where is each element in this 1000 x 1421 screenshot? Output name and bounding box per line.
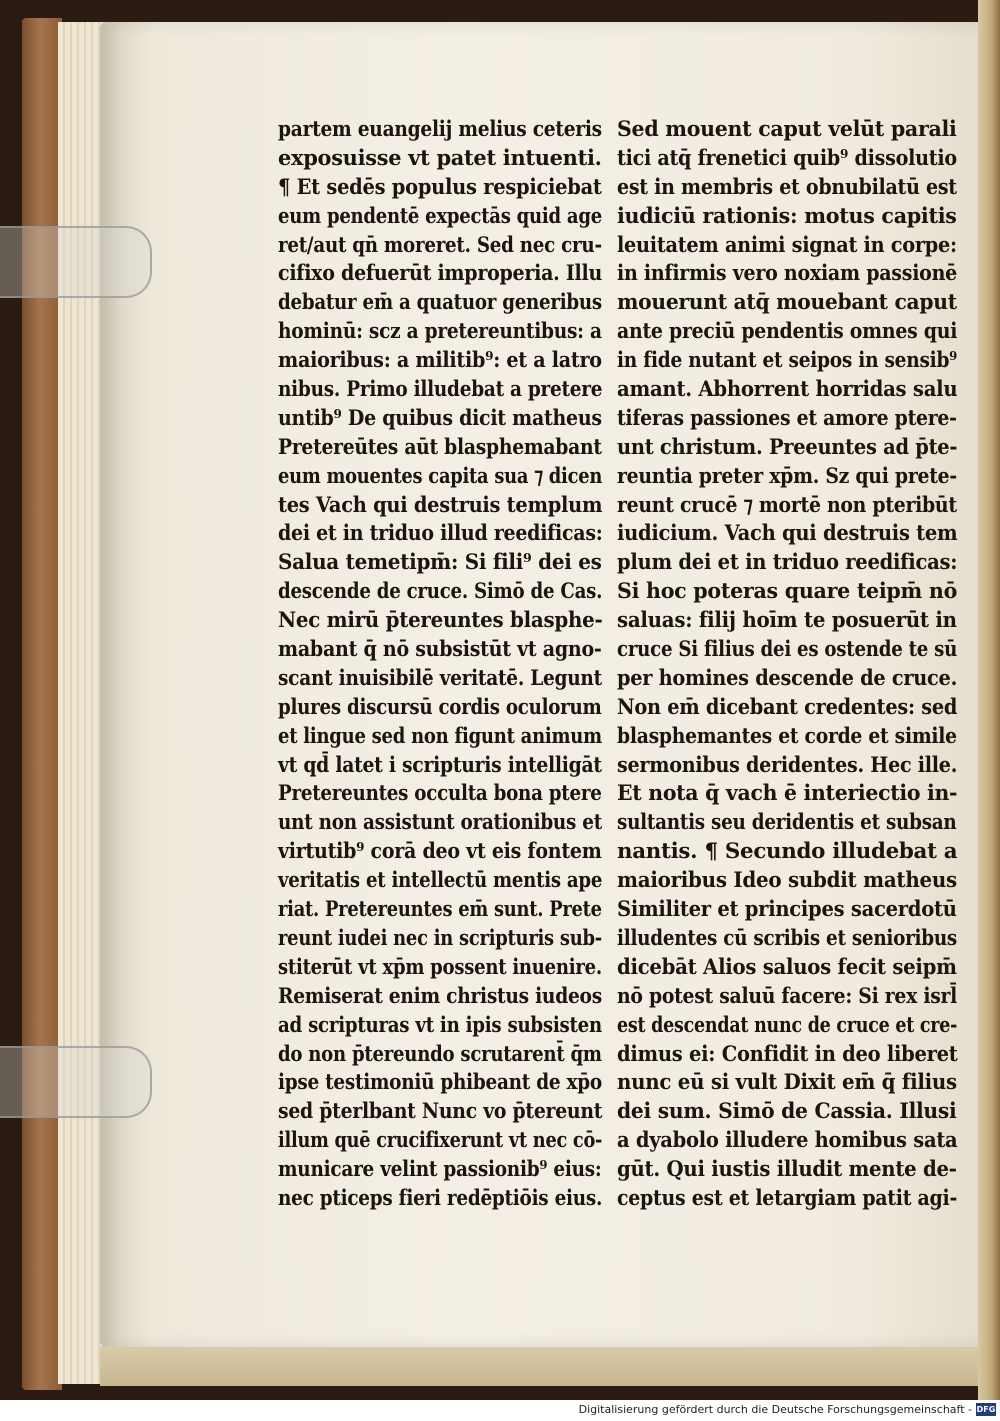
footer-credit: Digitalisierung gefördert durch die Deutsche Forschungsgemeinschaft - <box>578 1403 972 1416</box>
text-line: iudiciū rationis: motus capitis <box>617 203 957 229</box>
text-line: stiterūt vt xp̄m possent inuenire. <box>278 954 602 980</box>
text-line: mouerunt atq̄ mouebant caput <box>617 290 957 316</box>
text-line: plum dei et in triduo reedificas: <box>617 550 958 576</box>
text-line: riat. Pretereuntes em̄ sunt. Prete <box>278 897 602 923</box>
text-line: reunt crucē ⁊ mortē non pteribūt <box>617 492 957 518</box>
text-line: Similiter et principes sacerdotū <box>617 897 957 923</box>
text-line: untib⁹ De quibus dicit matheus <box>278 405 602 431</box>
text-line: municare velint passionib⁹ eius: <box>278 1157 602 1183</box>
text-line: Si hoc poteras quare teipm̄ nō <box>617 579 958 605</box>
text-line: plures discursū cordis oculorum <box>278 694 602 720</box>
text-line: debatur em̄ a quatuor generibus <box>278 290 602 316</box>
text-line: descende de cruce. Simō de Cas. <box>278 579 603 605</box>
text-line: tiferas passiones et amore ptere- <box>617 405 957 431</box>
page-clip-top <box>0 226 152 298</box>
text-line: dei sum. Simō de Cassia. Illusi <box>617 1099 957 1125</box>
text-line: ret/aut qn̄ moreret. Sed nec cru- <box>278 232 602 258</box>
text-line: dicebāt Alios saluos fecit seipm̄ <box>617 954 957 980</box>
text-line: est descendat nunc de cruce et cre- <box>617 1012 958 1038</box>
text-line: saluas: filij hoīm te posuerūt in <box>617 608 957 634</box>
text-line: nunc eū si vult Dixit em̄ q̄ filius <box>617 1070 957 1096</box>
text-line: amant. Abhorrent horridas salu <box>617 377 958 403</box>
page-bottom-edge <box>100 1346 1000 1386</box>
text-line: in infirmis vero noxiam passionē <box>617 261 957 287</box>
text-line: cruce Si filius dei es ostende te sū <box>617 637 958 663</box>
text-line: tici atq̄ frenetici quib⁹ dissolutio <box>617 145 957 171</box>
text-line: Non em̄ dicebant credentes: sed <box>617 694 958 720</box>
text-line: illum quē crucifixerunt vt nec cō- <box>278 1128 603 1154</box>
text-line: dimus ei: Confidit in deo liberet <box>617 1041 958 1067</box>
text-line: do non p̄tereundo scrutarent̄ q̄m <box>278 1041 602 1067</box>
right-page-edge <box>978 0 1000 1400</box>
text-line: nantis. ¶ Secundo illudebat a <box>617 839 958 865</box>
text-line: Sed mouent caput velūt parali <box>617 117 957 142</box>
text-line: eum pendentē expectās quid age <box>278 203 602 229</box>
footer-bar <box>0 1400 1000 1421</box>
text-line: leuitatem animi signat in corpe: <box>617 232 957 258</box>
text-line: partem euangelij melius ceteris <box>278 117 602 142</box>
text-line: ¶ Et sedēs populus respiciebat <box>278 174 602 200</box>
text-line: sermonibus deridentes. Hec ille. <box>617 752 958 778</box>
text-line: unt christum. Preeuntes ad p̄te- <box>617 434 958 460</box>
dfg-logo: DFG <box>976 1405 996 1414</box>
text-line: Remiserat enim christus iudeos <box>278 983 602 1009</box>
text-line: reunt iudei nec in scripturis sub- <box>278 925 602 951</box>
text-line: ceptus est et letargiam patit agi- <box>617 1185 958 1211</box>
text-line: Nec mirū p̄tereuntes blasphe- <box>278 608 603 634</box>
text-line: et lingue sed non figunt animum <box>278 723 602 749</box>
text-line: scant inuisibilē veritatē. Legunt <box>278 665 602 691</box>
text-line: mabant q̄ nō subsistūt vt agno- <box>278 637 602 663</box>
page-clip-bottom <box>0 1046 152 1118</box>
text-line: virtutib⁹ corā deo vt eis fontem <box>278 839 602 865</box>
text-line: cifixo defuerūt improperia. Illu <box>278 261 603 287</box>
text-line: gūt. Qui iustis illudit mente de- <box>617 1157 957 1183</box>
text-line: Et nota q̄ vach ē interiectio in- <box>617 781 958 807</box>
text-line: iudicium. Vach qui destruis tem <box>617 521 958 547</box>
text-line: sed p̄terlbant Nunc vo p̄tereunt <box>278 1099 603 1125</box>
text-line: hominū: scz a pretereuntibus: a <box>278 319 602 345</box>
text-line: maioribus Ideo subdit matheus <box>617 868 957 894</box>
text-line: ante preciū pendentis omnes qui <box>617 319 958 345</box>
text-line: est in membris et obnubilatū est <box>617 174 957 200</box>
text-line: nō potest saluū facere: Si rex isrl̄ <box>617 983 958 1009</box>
text-line: veritatis et intellectū mentis ape <box>278 868 603 894</box>
text-line: reuntia preter xp̄m. Sz qui prete- <box>617 463 957 489</box>
book-cover-edge <box>22 18 62 1390</box>
text-line: exposuisse vt patet intuenti. <box>278 145 602 171</box>
text-line: illudentes cū scribis et senioribus <box>617 925 958 951</box>
text-line: blasphemantes et corde et simile <box>617 723 957 749</box>
right-text-column <box>617 116 957 1214</box>
text-line: ipse testimoniū phibeant de xp̄o <box>278 1070 602 1096</box>
text-line: vt qd̄ latet i scripturis intelligāt <box>278 752 602 778</box>
text-line: Pretereūtes aūt blasphemabant <box>278 434 602 460</box>
text-line: ad scripturas vt in ipis subsisten <box>278 1012 602 1038</box>
text-line: in fide nutant et seipos in sensib⁹ <box>617 348 958 374</box>
left-text-column <box>278 116 602 1214</box>
text-line: per homines descende de cruce. <box>617 665 958 691</box>
text-line: a dyabolo illudere homibus sata <box>617 1128 958 1154</box>
text-line: Salua temetipm̄: Si fili⁹ dei es <box>278 550 602 576</box>
text-line: sultantis seu deridentis et subsan <box>617 810 957 836</box>
text-line: nibus. Primo illudebat a pretere <box>278 377 603 403</box>
text-line: dei et in triduo illud reedificas: <box>278 521 603 547</box>
text-line: unt non assistunt orationibus et <box>278 810 602 836</box>
text-line: eum mouentes capita sua ⁊ dicen <box>278 463 603 489</box>
text-line: nec pticeps fieri redēptiōis eius. <box>278 1185 603 1211</box>
text-line: Pretereuntes occulta bona ptere <box>278 781 602 807</box>
text-line: tes Vach qui destruis templum <box>278 492 603 518</box>
text-line: maioribus: a militib⁹: et a latro <box>278 348 602 374</box>
